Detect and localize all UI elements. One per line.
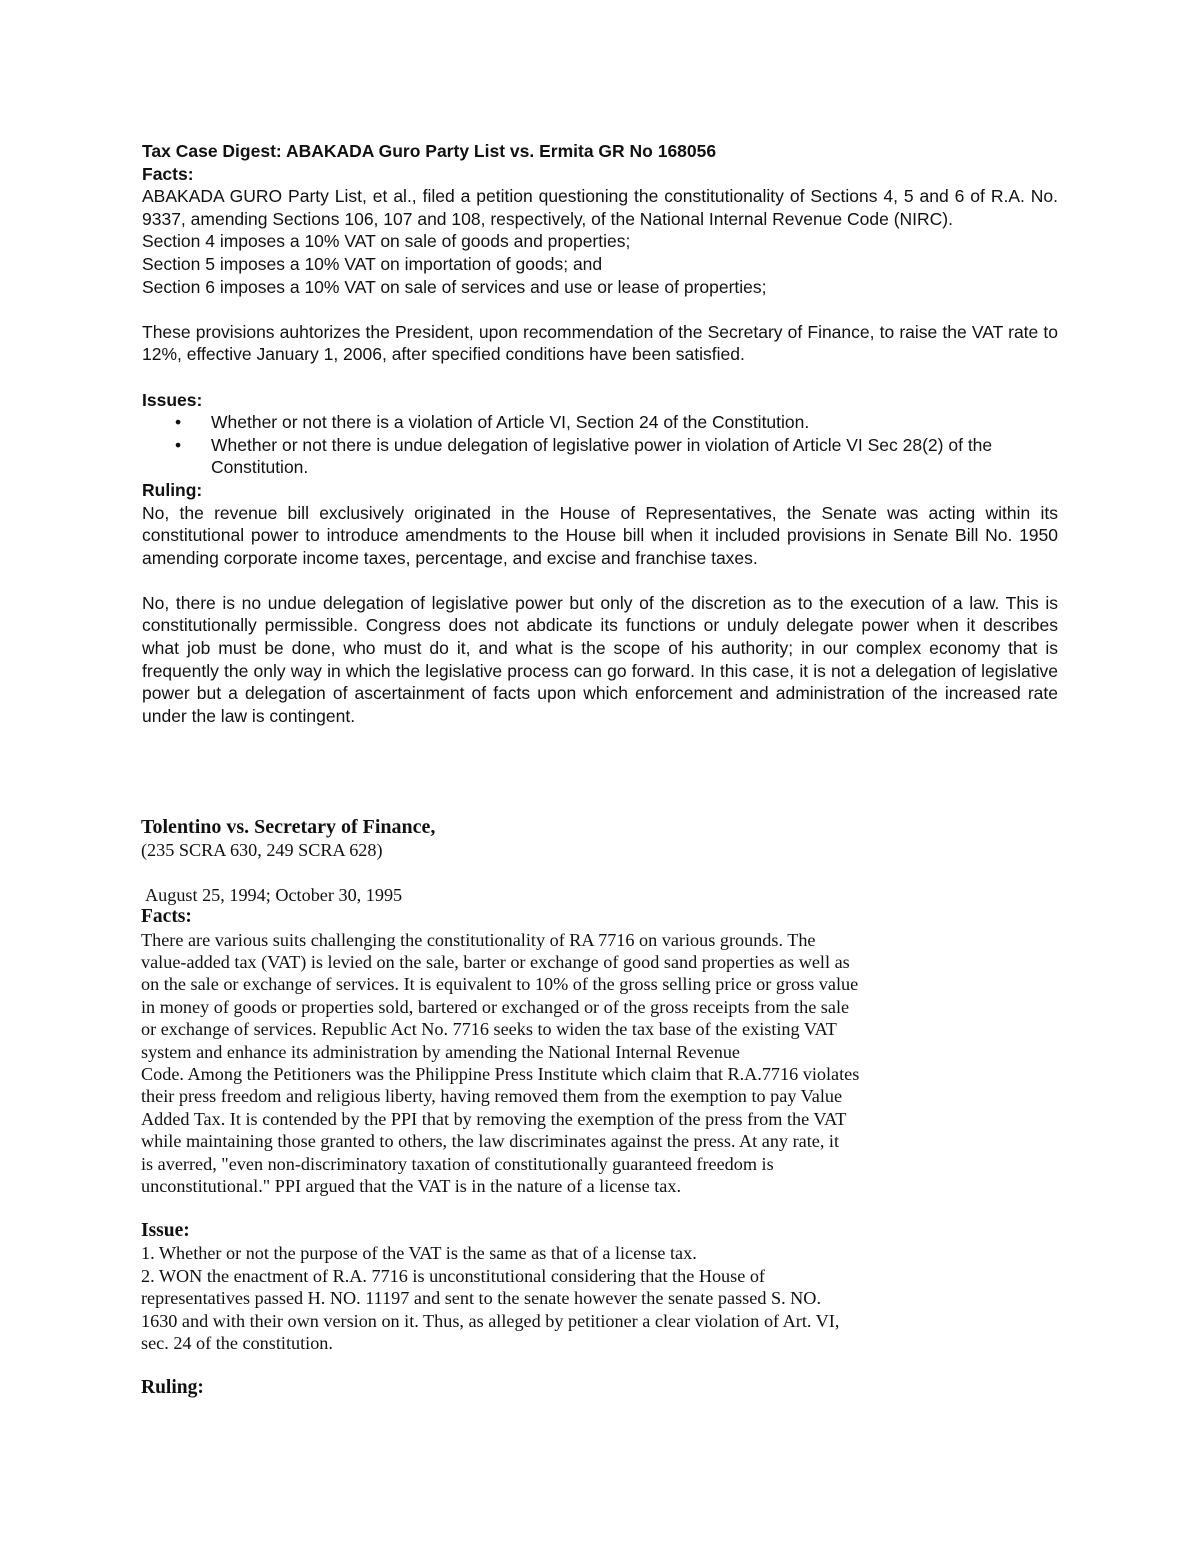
bullet-icon: • [175, 412, 182, 433]
case-date: August 25, 1994; October 30, 1995 [145, 884, 403, 905]
ruling-heading: Ruling: [142, 479, 203, 500]
facts-line: or exchange of services. Republic Act No. 7716 seeks to widen the tax base of the existing VAT [141, 1019, 837, 1040]
paragraph-spacer [141, 1197, 1011, 1219]
issues-heading: Issues: [142, 389, 203, 410]
case-title: Tax Case Digest: ABAKADA Guro Party List vs. Ermita GR No 168056 [142, 141, 717, 161]
facts-heading: Facts: [141, 906, 192, 928]
facts-heading: Facts: [142, 163, 194, 184]
issue-line: 2. WON the enactment of R.A. 7716 is unconstitutional considering that the House of [141, 1265, 765, 1286]
facts-line: their press freedom and religious liberty, having removed them from the exemption to pay Value [141, 1086, 843, 1107]
issue-line: 1630 and with their own version on it. Thus, as alleged by petitioner a clear violation of Art. VI, [141, 1310, 840, 1331]
facts-line: is averred, "even non-discriminatory taxation of constitutionally guaranteed freedom is [141, 1153, 774, 1174]
list-item [142, 411, 1058, 434]
ruling-heading: Ruling: [141, 1376, 204, 1398]
issue-text: Whether or not there is a violation of Article VI, Section 24 of the Constitution. [211, 412, 810, 433]
paragraph-spacer [141, 861, 1011, 883]
tolentino-case-digest [141, 815, 1011, 1399]
facts-paragraph: These provisions auhtorizes the President, upon recommendation of the Secretary of Finance, to raise the VAT rate to 12%, effective January 1, 2006, after specified conditions have been satisfied. [142, 321, 1058, 365]
ruling-paragraph: No, there is no undue delegation of legislative power but only of the discretion as to the execution of a law. This is constitutionally permissible. Congress does not abdicate its functions or unduly delegate power when it describes what job must be done, who must do it, and what is the scope of his authority; in our complex economy that is frequently the only way in which the legislative process can go forward. In this case, it is not a delegation of legislative power but a delegation of ascertainment of facts upon which enforcement and administration of the increased rate under the law is contingent. [142, 592, 1058, 726]
facts-line: in money of goods or properties sold, bartered or exchanged or of the gross receipts from the sale [141, 996, 850, 1017]
paragraph-spacer [142, 366, 1058, 389]
issue-heading: Issue: [141, 1219, 190, 1241]
facts-line: Code. Among the Petitioners was the Philippine Press Institute which claim that R.A.7716 violates [141, 1064, 860, 1085]
issue-line: sec. 24 of the constitution. [141, 1332, 333, 1353]
facts-line: while maintaining those granted to others, the law discriminates against the press. At any rate, it [141, 1131, 840, 1152]
facts-line: on the sale or exchange of services. It is equivalent to 10% of the gross selling price or gross value [141, 974, 859, 995]
issue-line: representatives passed H. NO. 11197 and sent to the senate however the senate passed S. NO. [141, 1288, 821, 1309]
ruling-paragraph: No, the revenue bill exclusively originated in the House of Representatives, the Senate was acting within its constitutional power to introduce amendments to the House bill when it included provisions in Senate Bill No. 1950 amending corporate income taxes, percentage, and excise and franchise taxes. [142, 502, 1058, 568]
paragraph-spacer [142, 298, 1058, 321]
issue-text: Whether or not there is undue delegation of legislative power in violation of Article VI Sec 28(2) of the Constitution. [211, 434, 993, 478]
facts-line: system and enhance its administration by amending the National Internal Revenue [141, 1041, 741, 1062]
case-title: Tolentino vs. Secretary of Finance, [141, 816, 436, 838]
issues-list [142, 411, 1058, 479]
case-citation: (235 SCRA 630, 249 SCRA 628) [141, 840, 383, 860]
facts-line: Section 5 imposes a 10% VAT on importation of goods; and [142, 253, 603, 274]
issue-line: 1. Whether or not the purpose of the VAT is the same as that of a license tax. [141, 1243, 697, 1264]
facts-line: Section 6 imposes a 10% VAT on sale of services and use or lease of properties; [142, 276, 767, 297]
paragraph-spacer [141, 1354, 1011, 1376]
facts-line: unconstitutional." PPI argued that the VAT is in the nature of a license tax. [141, 1176, 681, 1197]
facts-line: value-added tax (VAT) is levied on the sale, barter or exchange of good sand properties as well as [141, 952, 850, 973]
facts-line: Added Tax. It is contended by the PPI that by removing the exemption of the press from the VAT [141, 1108, 847, 1129]
facts-line: There are various suits challenging the constitutionality of RA 7716 on various grounds. The [141, 929, 816, 950]
bullet-icon: • [175, 434, 182, 455]
abakada-case-digest [142, 140, 1058, 727]
list-item [142, 434, 1058, 479]
paragraph-spacer [142, 569, 1058, 592]
facts-line: Section 4 imposes a 10% VAT on sale of goods and properties; [142, 231, 631, 252]
facts-paragraph: ABAKADA GURO Party List, et al., filed a petition questioning the constitutionality of Sections 4, 5 and 6 of R.A. No. 9337, amending Sections 106, 107 and 108, respectively, of the National Internal Revenue Code (NIRC). [142, 186, 1058, 229]
